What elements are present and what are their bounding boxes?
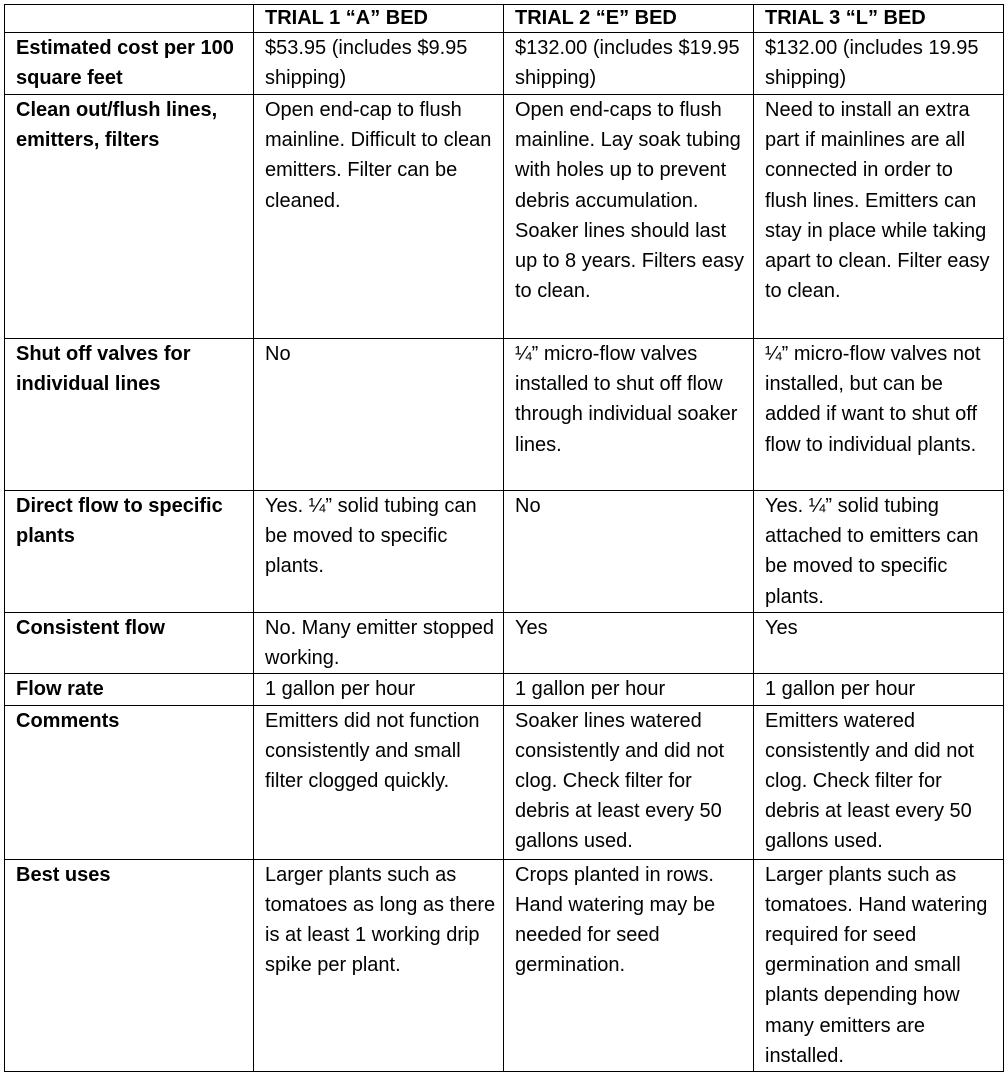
cell-trial-1: Larger plants such as tomatoes as long as there is at least 1 working drip spike per plant. [254,859,504,1071]
cell-trial-3: ¼” micro-flow valves not installed, but can be added if want to shut off flow to individual plants. [754,339,1004,491]
cell-trial-1: $53.95 (includes $9.95 shipping) [254,33,504,95]
cell-trial-2: Crops planted in rows. Hand watering may be needed for seed germination. [504,859,754,1071]
row-comments [5,705,1004,859]
row-label: Flow rate [5,674,254,705]
row-flow-rate [5,674,1004,705]
cell-trial-1: No [254,339,504,491]
cell-trial-3: Emitters watered consistently and did not clog. Check filter for debris at least every 50 gallons used. [754,705,1004,859]
row-label: Best uses [5,859,254,1071]
row-direct-flow [5,491,1004,613]
row-label: Consistent flow [5,613,254,674]
cell-trial-3: 1 gallon per hour [754,674,1004,705]
cell-trial-1: Yes. ¼” solid tubing can be moved to specific plants. [254,491,504,613]
cell-trial-1: Open end-cap to flush mainline. Difficult to clean emitters. Filter can be cleaned. [254,95,504,339]
row-label: Clean out/flush lines, emitters, filters [5,95,254,339]
cell-trial-2: $132.00 (includes $19.95 shipping) [504,33,754,95]
cell-trial-3: Need to install an extra part if mainlines are all connected in order to flush lines. Emitters can stay in place while taking apart to clean. Filter easy to clean. [754,95,1004,339]
cell-trial-3: $132.00 (includes 19.95 shipping) [754,33,1004,95]
row-estimated-cost [5,33,1004,95]
header-trial-1: TRIAL 1 “A” BED [254,5,504,33]
table-header [5,5,1004,33]
cell-trial-2: 1 gallon per hour [504,674,754,705]
cell-trial-2: Open end-caps to flush mainline. Lay soak tubing with holes up to prevent debris accumulation. Soaker lines should last up to 8 years. Filters easy to clean. [504,95,754,339]
row-clean-out [5,95,1004,339]
cell-trial-3: Yes. ¼” solid tubing attached to emitters can be moved to specific plants. [754,491,1004,613]
table-body [5,33,1004,1072]
header-row [5,5,1004,33]
comparison-table [4,4,1004,1072]
cell-trial-2: Yes [504,613,754,674]
header-trial-2: TRIAL 2 “E” BED [504,5,754,33]
cell-trial-2: No [504,491,754,613]
row-label: Shut off valves for individual lines [5,339,254,491]
cell-trial-1: 1 gallon per hour [254,674,504,705]
row-shut-off-valves [5,339,1004,491]
row-label: Estimated cost per 100 square feet [5,33,254,95]
header-corner-cell [5,5,254,33]
cell-trial-1: Emitters did not function consistently and small filter clogged quickly. [254,705,504,859]
cell-trial-2: ¼” micro-flow valves installed to shut off flow through individual soaker lines. [504,339,754,491]
row-consistent-flow [5,613,1004,674]
cell-trial-3: Yes [754,613,1004,674]
row-best-uses [5,859,1004,1071]
cell-trial-2: Soaker lines watered consistently and did not clog. Check filter for debris at least every 50 gallons used. [504,705,754,859]
row-label: Comments [5,705,254,859]
row-label: Direct flow to specific plants [5,491,254,613]
cell-trial-3: Larger plants such as tomatoes. Hand watering required for seed germination and small plants depending how many emitters are installed. [754,859,1004,1071]
header-trial-3: TRIAL 3 “L” BED [754,5,1004,33]
cell-trial-1: No. Many emitter stopped working. [254,613,504,674]
